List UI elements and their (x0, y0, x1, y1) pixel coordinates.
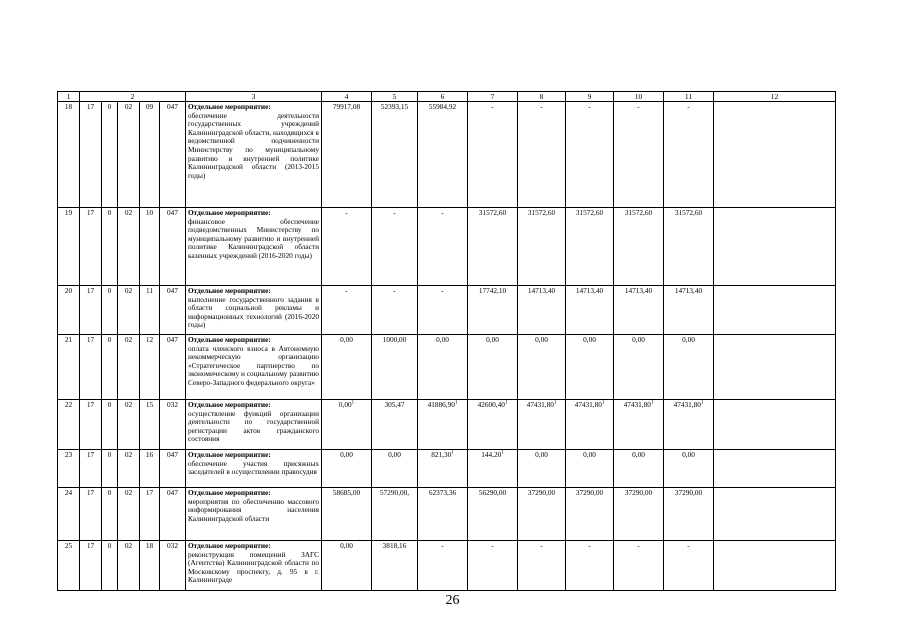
value-cell (468, 208, 518, 286)
value-cell (518, 102, 566, 208)
table-row (58, 335, 836, 400)
measure-title: Отдельное мероприятие: (188, 400, 271, 409)
value-text: 0,00 (535, 450, 548, 459)
value-text: - (637, 541, 640, 550)
value-cell (664, 400, 714, 450)
value-text: 14713,40 (674, 286, 703, 295)
value-text: 0,00 (632, 450, 645, 459)
code-cell: 02 (118, 400, 140, 450)
measure-title: Отдельное мероприятие: (188, 102, 271, 111)
value-text: 0,00 (338, 400, 352, 409)
value-text: 14713,40 (575, 286, 604, 295)
value-text: 17742,10 (478, 286, 507, 295)
value-cell (468, 450, 518, 488)
code-cell: 02 (118, 286, 140, 335)
value-text: - (637, 102, 640, 111)
value-text: 37290,00 (624, 488, 653, 497)
value-cell (614, 400, 664, 450)
value-text: 0,00 (583, 450, 596, 459)
measure-title: Отдельное мероприятие: (188, 286, 271, 295)
row-number-cell: 25 (58, 541, 80, 591)
table-row (58, 102, 836, 208)
code-cell: 0 (102, 450, 118, 488)
value-cell (418, 488, 468, 541)
row-number-cell: 19 (58, 208, 80, 286)
value-cell (372, 541, 418, 591)
code-cell: 17 (80, 208, 102, 286)
code-cell: 047 (160, 450, 186, 488)
row-number-cell: 18 (58, 102, 80, 208)
value-cell (372, 488, 418, 541)
code-cell: 047 (160, 488, 186, 541)
header-cell: 1 (58, 92, 80, 102)
value-text: 42600,40 (477, 400, 505, 409)
value-cell (322, 102, 372, 208)
notes-cell (714, 450, 836, 488)
footnote-mark: 1 (601, 400, 605, 406)
value-text: 37290,00 (674, 488, 703, 497)
value-cell (518, 541, 566, 591)
value-text: 0,00 (682, 450, 695, 459)
value-text: 47431,80 (673, 400, 701, 409)
value-cell (518, 400, 566, 450)
value-text: - (345, 208, 348, 217)
header-cell: 12 (714, 92, 836, 102)
value-cell (614, 208, 664, 286)
table-row (58, 450, 836, 488)
footnote-mark: 1 (504, 400, 508, 406)
measure-text: реконструкция помещений ЗАГС (Агентства) Калининградской области по Московскому проспекту, д. 95 в г. Калининграде (188, 549, 319, 585)
value-cell (518, 450, 566, 488)
row-number-cell: 23 (58, 450, 80, 488)
value-text: 58685,00 (332, 488, 361, 497)
code-cell: 032 (160, 400, 186, 450)
code-cell: 17 (80, 400, 102, 450)
value-cell (322, 208, 372, 286)
measure-title: Отдельное мероприятие: (188, 335, 271, 344)
value-text: 144,20 (481, 450, 502, 459)
value-text: 31572,60 (624, 208, 653, 217)
value-text: - (393, 208, 396, 217)
value-text: 0,00 (436, 335, 449, 344)
value-cell (566, 450, 614, 488)
table-row (58, 286, 836, 335)
budget-table (57, 91, 836, 591)
value-text: 55984,92 (428, 102, 457, 111)
value-cell (372, 400, 418, 450)
code-cell: 17 (80, 286, 102, 335)
footnote-mark: 1 (501, 450, 504, 456)
code-cell: 12 (140, 335, 160, 400)
header-cell: 9 (566, 92, 614, 102)
description-cell (186, 335, 322, 400)
table-row (58, 208, 836, 286)
row-number-cell: 24 (58, 488, 80, 541)
header-cell: 10 (614, 92, 664, 102)
code-cell: 15 (140, 400, 160, 450)
value-cell (468, 286, 518, 335)
code-cell: 17 (80, 102, 102, 208)
value-cell (664, 488, 714, 541)
footnote-mark: 1 (700, 400, 704, 406)
value-cell (614, 335, 664, 400)
value-text: - (491, 102, 494, 111)
value-text: 79917,08 (332, 102, 361, 111)
code-cell: 02 (118, 335, 140, 400)
value-cell (566, 541, 614, 591)
value-text: 47431,80 (526, 400, 554, 409)
notes-cell (714, 286, 836, 335)
value-text: - (588, 102, 591, 111)
value-cell (664, 102, 714, 208)
value-text: 37290,00 (527, 488, 556, 497)
footnote-mark: 1 (650, 400, 654, 406)
code-cell: 0 (102, 400, 118, 450)
code-cell: 02 (118, 102, 140, 208)
measure-text: финансовое обеспечение подведомственных Министерству по муниципальному развитию и внутренней политике Калининградской области казенных учреждений (2016-2020 годы) (188, 216, 319, 260)
value-cell (372, 208, 418, 286)
description-cell (186, 400, 322, 450)
code-cell: 0 (102, 286, 118, 335)
code-cell: 17 (80, 450, 102, 488)
code-cell: 02 (118, 488, 140, 541)
value-cell (322, 286, 372, 335)
value-text: 31572,60 (674, 208, 703, 217)
value-text: - (687, 102, 690, 111)
value-text: 0,00 (340, 450, 353, 459)
code-cell: 0 (102, 335, 118, 400)
value-cell (566, 400, 614, 450)
value-text: 0,00 (388, 450, 401, 459)
value-cell (566, 102, 614, 208)
value-text: 57290,00, (379, 488, 410, 497)
value-cell (372, 102, 418, 208)
description-cell (186, 102, 322, 208)
value-text: 3818,16 (382, 541, 407, 550)
value-cell (372, 335, 418, 400)
header-row (58, 92, 836, 102)
description-cell (186, 286, 322, 335)
header-cell: 11 (664, 92, 714, 102)
value-text: 41886,90 (427, 400, 455, 409)
value-text: - (441, 286, 444, 295)
table-row (58, 488, 836, 541)
value-text: 47431,80 (574, 400, 602, 409)
value-cell (418, 335, 468, 400)
footnote-mark: 1 (454, 400, 458, 406)
measure-text: обеспечение участия присяжных заседателей в осуществлении правосудия (188, 458, 319, 477)
value-text: - (441, 208, 444, 217)
header-cell: 2 (80, 92, 186, 102)
value-text: 31572,60 (478, 208, 507, 217)
value-text: 52393,15 (380, 102, 409, 111)
value-text: 0,00 (340, 335, 353, 344)
description-cell (186, 208, 322, 286)
value-cell (614, 450, 664, 488)
table-row (58, 541, 836, 591)
row-number-cell: 21 (58, 335, 80, 400)
code-cell: 047 (160, 102, 186, 208)
value-cell (468, 400, 518, 450)
code-cell: 0 (102, 541, 118, 591)
value-text: 14713,40 (624, 286, 653, 295)
value-text: - (393, 286, 396, 295)
code-cell: 10 (140, 208, 160, 286)
measure-title: Отдельное мероприятие: (188, 450, 271, 459)
page-number: 26 (445, 593, 460, 608)
value-cell (664, 208, 714, 286)
notes-cell (714, 400, 836, 450)
notes-cell (714, 541, 836, 591)
value-cell (418, 208, 468, 286)
value-cell (518, 208, 566, 286)
value-text: 0,00 (682, 335, 695, 344)
value-cell (566, 286, 614, 335)
value-cell (418, 286, 468, 335)
header-cell: 5 (372, 92, 418, 102)
code-cell: 16 (140, 450, 160, 488)
value-cell (322, 335, 372, 400)
value-cell (664, 335, 714, 400)
code-cell: 02 (118, 450, 140, 488)
code-cell: 02 (118, 541, 140, 591)
notes-cell (714, 208, 836, 286)
notes-cell (714, 102, 836, 208)
measure-text: оплата членского взноса в Автономную некоммерческую организацию «Стратегическое партнерство по экономическому и социальному развитию Северо-Западного федерального округа» (188, 343, 319, 387)
table-row (58, 400, 836, 450)
value-cell (566, 488, 614, 541)
measure-text: обеспечение деятельности государственных учреждений Калининградской области, находящихся в ведомственной подчиненности Министерству по муниципальному развитию и внутренней политике Калининградской области (2013-2015 годы) (188, 110, 319, 180)
value-cell (614, 286, 664, 335)
value-text: - (540, 102, 543, 111)
measure-text: осуществление функций организации деятельности по государственной регистрации актов гражданского состояния (188, 408, 319, 444)
value-text: - (441, 541, 444, 550)
value-cell (614, 102, 664, 208)
code-cell: 032 (160, 541, 186, 591)
value-cell (664, 450, 714, 488)
footnote-mark: 1 (351, 400, 355, 406)
footnote-mark: 1 (451, 450, 454, 456)
code-cell: 0 (102, 102, 118, 208)
value-text: 305,47 (384, 400, 405, 409)
code-cell: 0 (102, 208, 118, 286)
row-number-cell: 22 (58, 400, 80, 450)
value-cell (664, 541, 714, 591)
code-cell: 17 (80, 488, 102, 541)
value-cell (614, 541, 664, 591)
header-cell: 6 (418, 92, 468, 102)
value-text: 47431,80 (623, 400, 651, 409)
header-cell: 7 (468, 92, 518, 102)
value-text: - (491, 541, 494, 550)
measure-text: выполнение государственного задания в области социальной рекламы и информационных технологий (2016-2020 годы) (188, 294, 319, 330)
value-cell (418, 450, 468, 488)
value-text: 56290,00 (478, 488, 507, 497)
code-cell: 047 (160, 335, 186, 400)
value-text: 0,00 (340, 541, 353, 550)
code-cell: 047 (160, 286, 186, 335)
measure-title: Отдельное мероприятие: (188, 208, 271, 217)
value-cell (468, 488, 518, 541)
value-cell (664, 286, 714, 335)
value-cell (372, 450, 418, 488)
value-cell (468, 102, 518, 208)
value-text: 0,00 (535, 335, 548, 344)
value-cell (322, 400, 372, 450)
value-text: 0,00 (583, 335, 596, 344)
footnote-mark: 1 (553, 400, 557, 406)
measure-title: Отдельное мероприятие: (188, 541, 271, 550)
table-body (58, 92, 836, 591)
value-text: - (588, 541, 591, 550)
code-cell: 18 (140, 541, 160, 591)
code-cell: 17 (80, 541, 102, 591)
value-cell (418, 102, 468, 208)
code-cell: 17 (80, 335, 102, 400)
value-text: 0,00 (486, 335, 499, 344)
measure-title: Отдельное мероприятие: (188, 488, 271, 497)
code-cell: 17 (140, 488, 160, 541)
header-cell: 4 (322, 92, 372, 102)
value-text: 37290,00 (575, 488, 604, 497)
header-cell: 8 (518, 92, 566, 102)
measure-text: мероприятия по обеспечению массового информирования населения Калининградской области (188, 496, 319, 523)
value-cell (372, 286, 418, 335)
code-cell: 047 (160, 208, 186, 286)
value-cell (322, 450, 372, 488)
header-cell: 3 (186, 92, 322, 102)
code-cell: 11 (140, 286, 160, 335)
value-cell (518, 488, 566, 541)
value-cell (566, 335, 614, 400)
value-text: - (345, 286, 348, 295)
value-text: 62373,36 (428, 488, 457, 497)
value-cell (418, 400, 468, 450)
value-cell (468, 541, 518, 591)
value-text: 821,30 (431, 450, 452, 459)
value-text: 14713,40 (527, 286, 556, 295)
value-text: - (540, 541, 543, 550)
value-cell (418, 541, 468, 591)
value-cell (322, 541, 372, 591)
value-cell (566, 208, 614, 286)
value-text: 31572,60 (527, 208, 556, 217)
value-text: 1000,00 (382, 335, 407, 344)
description-cell (186, 450, 322, 488)
value-cell (518, 335, 566, 400)
code-cell: 09 (140, 102, 160, 208)
value-text: 31572,60 (575, 208, 604, 217)
value-text: 0,00 (632, 335, 645, 344)
code-cell: 0 (102, 488, 118, 541)
row-number-cell: 20 (58, 286, 80, 335)
code-cell: 02 (118, 208, 140, 286)
notes-cell (714, 488, 836, 541)
value-text: - (687, 541, 690, 550)
value-cell (518, 286, 566, 335)
value-cell (322, 488, 372, 541)
value-cell (468, 335, 518, 400)
description-cell (186, 488, 322, 541)
description-cell (186, 541, 322, 591)
notes-cell (714, 335, 836, 400)
value-cell (614, 488, 664, 541)
